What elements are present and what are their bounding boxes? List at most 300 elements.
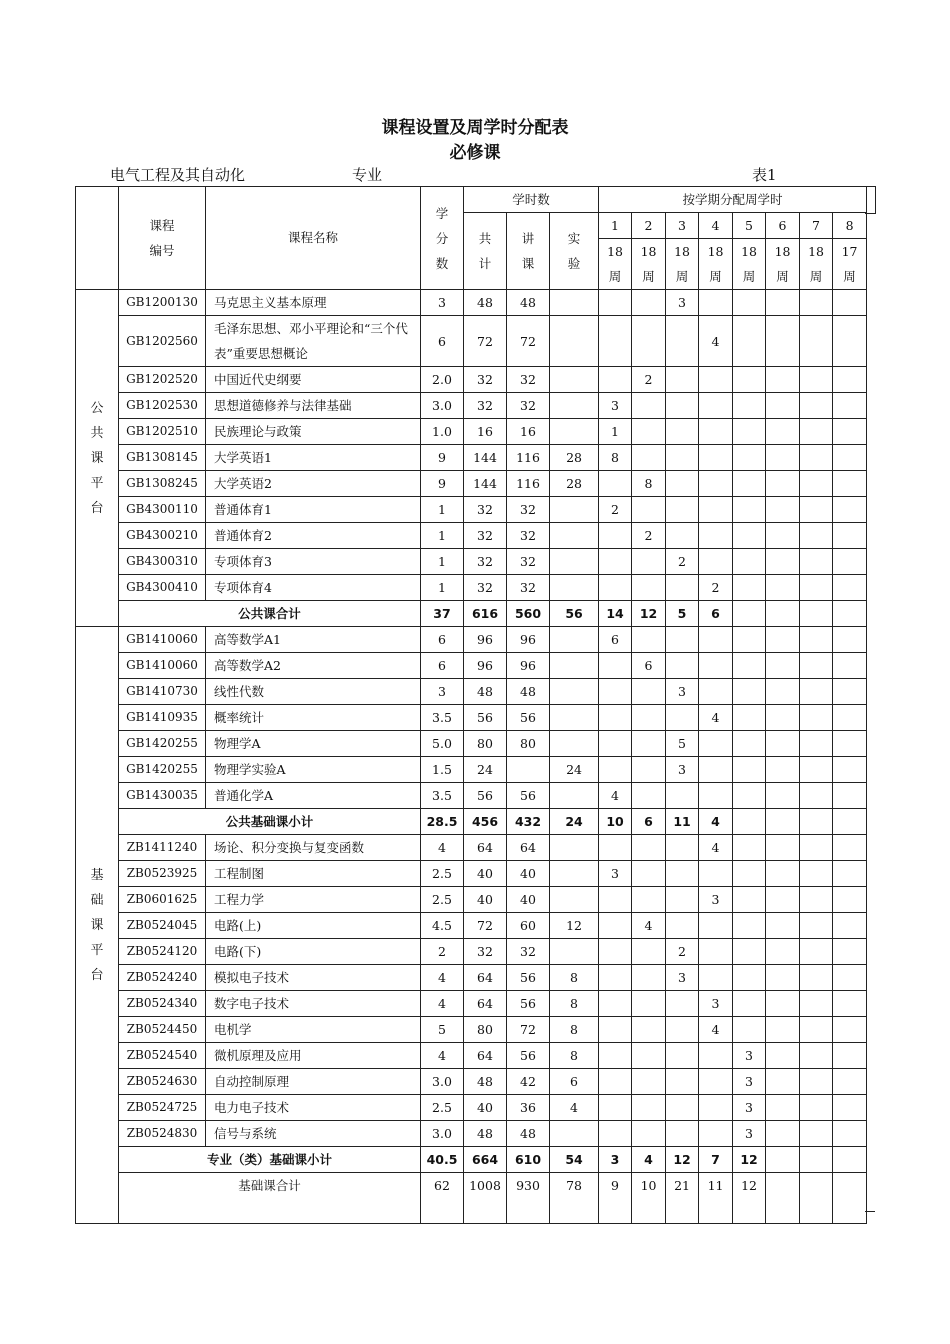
course-hours-lecture: 48 [507,679,550,705]
table-row [76,1043,867,1069]
course-semester-5 [733,316,766,367]
course-semester-4: 4 [699,705,733,731]
total-lab: 54 [550,1147,599,1173]
course-semester-1 [599,367,632,393]
course-hours-lab [550,316,599,367]
course-semester-6 [766,1069,800,1095]
course-name: 工程制图 [206,861,421,887]
course-semester-6 [766,757,800,783]
course-code: GB1200130 [119,290,206,316]
total-semester-1: 9 [599,1173,632,1224]
course-semester-3 [666,393,699,419]
course-semester-8 [833,419,867,445]
course-semester-2 [632,991,666,1017]
course-semester-3 [666,445,699,471]
table-row [76,939,867,965]
course-credits: 4 [421,965,464,991]
course-semester-5 [733,705,766,731]
total-semester-1: 3 [599,1147,632,1173]
course-semester-2 [632,549,666,575]
course-credits: 3.5 [421,783,464,809]
total-lecture: 432 [507,809,550,835]
course-hours-lab: 12 [550,913,599,939]
course-hours-lecture [507,757,550,783]
course-semester-8 [833,575,867,601]
course-semester-5 [733,471,766,497]
course-code: GB1410060 [119,653,206,679]
course-semester-8 [833,731,867,757]
course-semester-6 [766,471,800,497]
course-semester-7 [800,653,833,679]
course-name: 高等数学A2 [206,653,421,679]
course-semester-7 [800,393,833,419]
major-suffix: 专业 [352,166,383,184]
total-lab: 24 [550,809,599,835]
course-hours-total: 80 [464,1017,507,1043]
course-semester-6 [766,1043,800,1069]
course-code: GB1410935 [119,705,206,731]
course-hours-total: 96 [464,627,507,653]
course-name: 模拟电子技术 [206,965,421,991]
course-hours-total: 48 [464,290,507,316]
course-semester-8 [833,783,867,809]
course-hours-lab [550,1121,599,1147]
course-name: 自动控制原理 [206,1069,421,1095]
course-semester-6 [766,497,800,523]
course-hours-lecture: 60 [507,913,550,939]
course-credits: 1.5 [421,757,464,783]
course-semester-3 [666,1043,699,1069]
course-semester-8 [833,290,867,316]
course-semester-2: 6 [632,653,666,679]
course-semester-7 [800,575,833,601]
course-hours-lecture: 32 [507,393,550,419]
course-semester-8 [833,1017,867,1043]
header-weeks-5: 18周 [733,239,766,290]
course-semester-8 [833,393,867,419]
course-semester-1 [599,1121,632,1147]
course-semester-7 [800,1043,833,1069]
course-credits: 1 [421,523,464,549]
course-credits: 9 [421,445,464,471]
total-lab: 56 [550,601,599,627]
course-hours-lab [550,887,599,913]
course-semester-5 [733,731,766,757]
course-semester-5 [733,445,766,471]
course-hours-lecture: 96 [507,627,550,653]
course-hours-total: 24 [464,757,507,783]
course-code: ZB0524120 [119,939,206,965]
course-semester-4 [699,757,733,783]
course-hours-lab [550,679,599,705]
course-name: 电机学 [206,1017,421,1043]
course-semester-7 [800,290,833,316]
course-name: 思想道德修养与法律基础 [206,393,421,419]
total-semester-4: 4 [699,809,733,835]
table-row [76,445,867,471]
course-hours-total: 32 [464,367,507,393]
course-semester-6 [766,290,800,316]
course-semester-4 [699,913,733,939]
course-semester-6 [766,731,800,757]
course-hours-lab [550,731,599,757]
course-code: ZB0524450 [119,1017,206,1043]
table-row [76,887,867,913]
course-semester-2: 2 [632,523,666,549]
course-credits: 3.5 [421,705,464,731]
total-semester-1: 14 [599,601,632,627]
header-semester-1: 1 [599,213,632,239]
table-row [76,1121,867,1147]
course-semester-5 [733,575,766,601]
course-hours-lecture: 16 [507,419,550,445]
course-hours-lecture: 32 [507,575,550,601]
course-hours-total: 32 [464,497,507,523]
course-semester-3 [666,653,699,679]
course-table [75,186,867,1224]
total-semester-7 [800,809,833,835]
course-semester-4 [699,1043,733,1069]
table-number: 表1 [752,166,777,184]
course-code: ZB0601625 [119,887,206,913]
course-semester-7 [800,731,833,757]
course-name: 大学英语2 [206,471,421,497]
header-weeks-7: 18周 [800,239,833,290]
course-name: 普通化学A [206,783,421,809]
header-semester-6: 6 [766,213,800,239]
course-semester-6 [766,783,800,809]
course-hours-lecture: 116 [507,445,550,471]
course-code: GB1202530 [119,393,206,419]
total-semester-3: 5 [666,601,699,627]
course-semester-3 [666,705,699,731]
course-semester-3 [666,523,699,549]
course-semester-1 [599,991,632,1017]
course-semester-1 [599,1043,632,1069]
course-semester-1: 8 [599,445,632,471]
course-semester-6 [766,965,800,991]
total-semester-7 [800,601,833,627]
header-semester-7: 7 [800,213,833,239]
course-semester-5 [733,757,766,783]
course-semester-4: 4 [699,316,733,367]
course-hours-lecture: 48 [507,1121,550,1147]
table-row [76,783,867,809]
course-semester-3 [666,575,699,601]
course-credits: 2.5 [421,861,464,887]
course-semester-1: 2 [599,497,632,523]
course-semester-7 [800,965,833,991]
course-semester-8 [833,887,867,913]
header-lab: 实验 [550,213,599,290]
course-semester-3 [666,913,699,939]
section-basic: 基础课平台 [76,627,119,1224]
course-hours-lab: 4 [550,1095,599,1121]
total-semester-2: 12 [632,601,666,627]
course-code: GB4300110 [119,497,206,523]
course-hours-total: 48 [464,1069,507,1095]
course-semester-1 [599,575,632,601]
course-semester-6 [766,653,800,679]
course-semester-2: 2 [632,367,666,393]
course-semester-7 [800,939,833,965]
total-semester-5: 12 [733,1147,766,1173]
course-hours-lecture: 32 [507,523,550,549]
course-hours-total: 72 [464,316,507,367]
course-semester-8 [833,705,867,731]
course-semester-3 [666,861,699,887]
course-semester-1: 6 [599,627,632,653]
table-row [76,1017,867,1043]
course-code: GB1202520 [119,367,206,393]
header-weeks-6: 18周 [766,239,800,290]
course-semester-6 [766,523,800,549]
table-row [76,965,867,991]
course-semester-4 [699,497,733,523]
course-semester-8 [833,653,867,679]
course-credits: 6 [421,627,464,653]
course-semester-5 [733,679,766,705]
header-code: 课程编号 [119,187,206,290]
course-name: 线性代数 [206,679,421,705]
course-name: 普通体育1 [206,497,421,523]
course-name: 专项体育4 [206,575,421,601]
course-semester-5 [733,290,766,316]
course-semester-1 [599,679,632,705]
table-row [76,1095,867,1121]
course-semester-8 [833,939,867,965]
course-semester-5 [733,549,766,575]
course-hours-lecture: 56 [507,705,550,731]
course-semester-2 [632,861,666,887]
total-hours: 456 [464,809,507,835]
course-semester-8 [833,497,867,523]
course-hours-lab [550,367,599,393]
header-total: 共计 [464,213,507,290]
total-semester-3: 11 [666,809,699,835]
course-hours-total: 32 [464,523,507,549]
course-hours-total: 56 [464,783,507,809]
course-hours-lab [550,835,599,861]
course-code: GB1202510 [119,419,206,445]
course-hours-total: 64 [464,965,507,991]
course-hours-lecture: 80 [507,731,550,757]
course-semester-6 [766,316,800,367]
course-semester-8 [833,471,867,497]
course-credits: 6 [421,316,464,367]
course-semester-5 [733,1017,766,1043]
course-semester-6 [766,627,800,653]
table-row [76,757,867,783]
course-semester-7 [800,679,833,705]
course-semester-8 [833,991,867,1017]
course-semester-1 [599,965,632,991]
course-semester-6 [766,367,800,393]
course-hours-lecture: 32 [507,367,550,393]
table-row [76,316,867,367]
course-credits: 2 [421,939,464,965]
table-row [76,471,867,497]
course-hours-lecture: 96 [507,653,550,679]
total-semester-3: 21 [666,1173,699,1224]
table-row [76,523,867,549]
course-semester-8 [833,523,867,549]
course-semester-3: 2 [666,939,699,965]
course-hours-total: 48 [464,679,507,705]
header-weeks-1: 18周 [599,239,632,290]
course-name: 电路(上) [206,913,421,939]
total-semester-5 [733,601,766,627]
course-hours-lab [550,549,599,575]
course-semester-4 [699,965,733,991]
course-semester-8 [833,316,867,367]
course-hours-total: 32 [464,575,507,601]
course-semester-5: 3 [733,1121,766,1147]
course-code: ZB0524240 [119,965,206,991]
course-semester-7 [800,1095,833,1121]
table-row [76,679,867,705]
course-semester-2 [632,627,666,653]
course-semester-1: 3 [599,861,632,887]
header-semester-5: 5 [733,213,766,239]
course-semester-7 [800,913,833,939]
course-semester-2 [632,731,666,757]
course-hours-lecture: 40 [507,887,550,913]
course-hours-lab [550,861,599,887]
course-hours-lab: 28 [550,445,599,471]
course-semester-5 [733,835,766,861]
course-semester-7 [800,445,833,471]
course-semester-8 [833,367,867,393]
course-semester-6 [766,1121,800,1147]
course-semester-1 [599,523,632,549]
course-semester-8 [833,627,867,653]
course-semester-5: 3 [733,1043,766,1069]
course-semester-1 [599,887,632,913]
course-name: 工程力学 [206,887,421,913]
course-hours-lab: 8 [550,991,599,1017]
course-hours-lecture: 32 [507,549,550,575]
course-hours-lab: 6 [550,1069,599,1095]
table-row [76,913,867,939]
course-code: GB1410730 [119,679,206,705]
course-semester-5 [733,783,766,809]
course-hours-lab: 28 [550,471,599,497]
course-semester-7 [800,523,833,549]
total-lecture: 610 [507,1147,550,1173]
course-semester-8 [833,445,867,471]
course-credits: 4 [421,991,464,1017]
course-semester-5 [733,419,766,445]
total-semester-6 [766,1147,800,1173]
course-code: GB4300410 [119,575,206,601]
course-semester-2 [632,965,666,991]
course-semester-3 [666,887,699,913]
course-credits: 2.5 [421,887,464,913]
course-semester-4 [699,367,733,393]
course-semester-7 [800,757,833,783]
course-semester-7 [800,861,833,887]
course-hours-lecture: 72 [507,316,550,367]
course-semester-2 [632,393,666,419]
course-semester-6 [766,1017,800,1043]
course-name: 电路(下) [206,939,421,965]
course-semester-7 [800,783,833,809]
table-row [76,419,867,445]
course-hours-lecture: 72 [507,1017,550,1043]
course-credits: 1 [421,549,464,575]
total-semester-4: 11 [699,1173,733,1224]
course-code: GB4300310 [119,549,206,575]
total-semester-3: 12 [666,1147,699,1173]
course-hours-total: 40 [464,1095,507,1121]
course-credits: 3 [421,290,464,316]
course-semester-6 [766,419,800,445]
course-semester-5 [733,653,766,679]
total-row [76,1147,867,1173]
course-hours-lecture: 32 [507,939,550,965]
course-semester-1 [599,290,632,316]
course-hours-lab: 24 [550,757,599,783]
course-semester-3 [666,835,699,861]
course-credits: 1 [421,575,464,601]
total-credits: 40.5 [421,1147,464,1173]
course-semester-3 [666,991,699,1017]
total-row [76,1173,867,1224]
course-semester-7 [800,627,833,653]
total-semester-5: 12 [733,1173,766,1224]
course-semester-7 [800,497,833,523]
table-row [76,705,867,731]
course-semester-5 [733,913,766,939]
course-semester-3 [666,471,699,497]
course-code: GB1420255 [119,757,206,783]
table-row [76,653,867,679]
course-semester-3 [666,419,699,445]
course-code: ZB0524340 [119,991,206,1017]
total-semester-7 [800,1173,833,1224]
course-semester-2 [632,1043,666,1069]
course-semester-4 [699,939,733,965]
course-credits: 5.0 [421,731,464,757]
course-hours-lab [550,419,599,445]
course-semester-7 [800,1069,833,1095]
course-semester-8 [833,861,867,887]
course-credits: 4.5 [421,913,464,939]
course-semester-4: 4 [699,1017,733,1043]
total-semester-4: 7 [699,1147,733,1173]
course-semester-4 [699,653,733,679]
course-semester-5 [733,991,766,1017]
total-lecture: 930 [507,1173,550,1224]
total-credits: 28.5 [421,809,464,835]
course-semester-1 [599,939,632,965]
course-semester-2 [632,445,666,471]
course-semester-4: 3 [699,991,733,1017]
course-semester-5 [733,367,766,393]
course-semester-2 [632,1069,666,1095]
course-semester-1 [599,549,632,575]
course-semester-2: 4 [632,913,666,939]
course-semester-8 [833,965,867,991]
header-semester-4: 4 [699,213,733,239]
course-name: 电力电子技术 [206,1095,421,1121]
course-hours-lab [550,290,599,316]
header-weeks-8: 17周 [833,239,867,290]
course-semester-6 [766,887,800,913]
course-semester-7 [800,471,833,497]
header-weeks-2: 18周 [632,239,666,290]
